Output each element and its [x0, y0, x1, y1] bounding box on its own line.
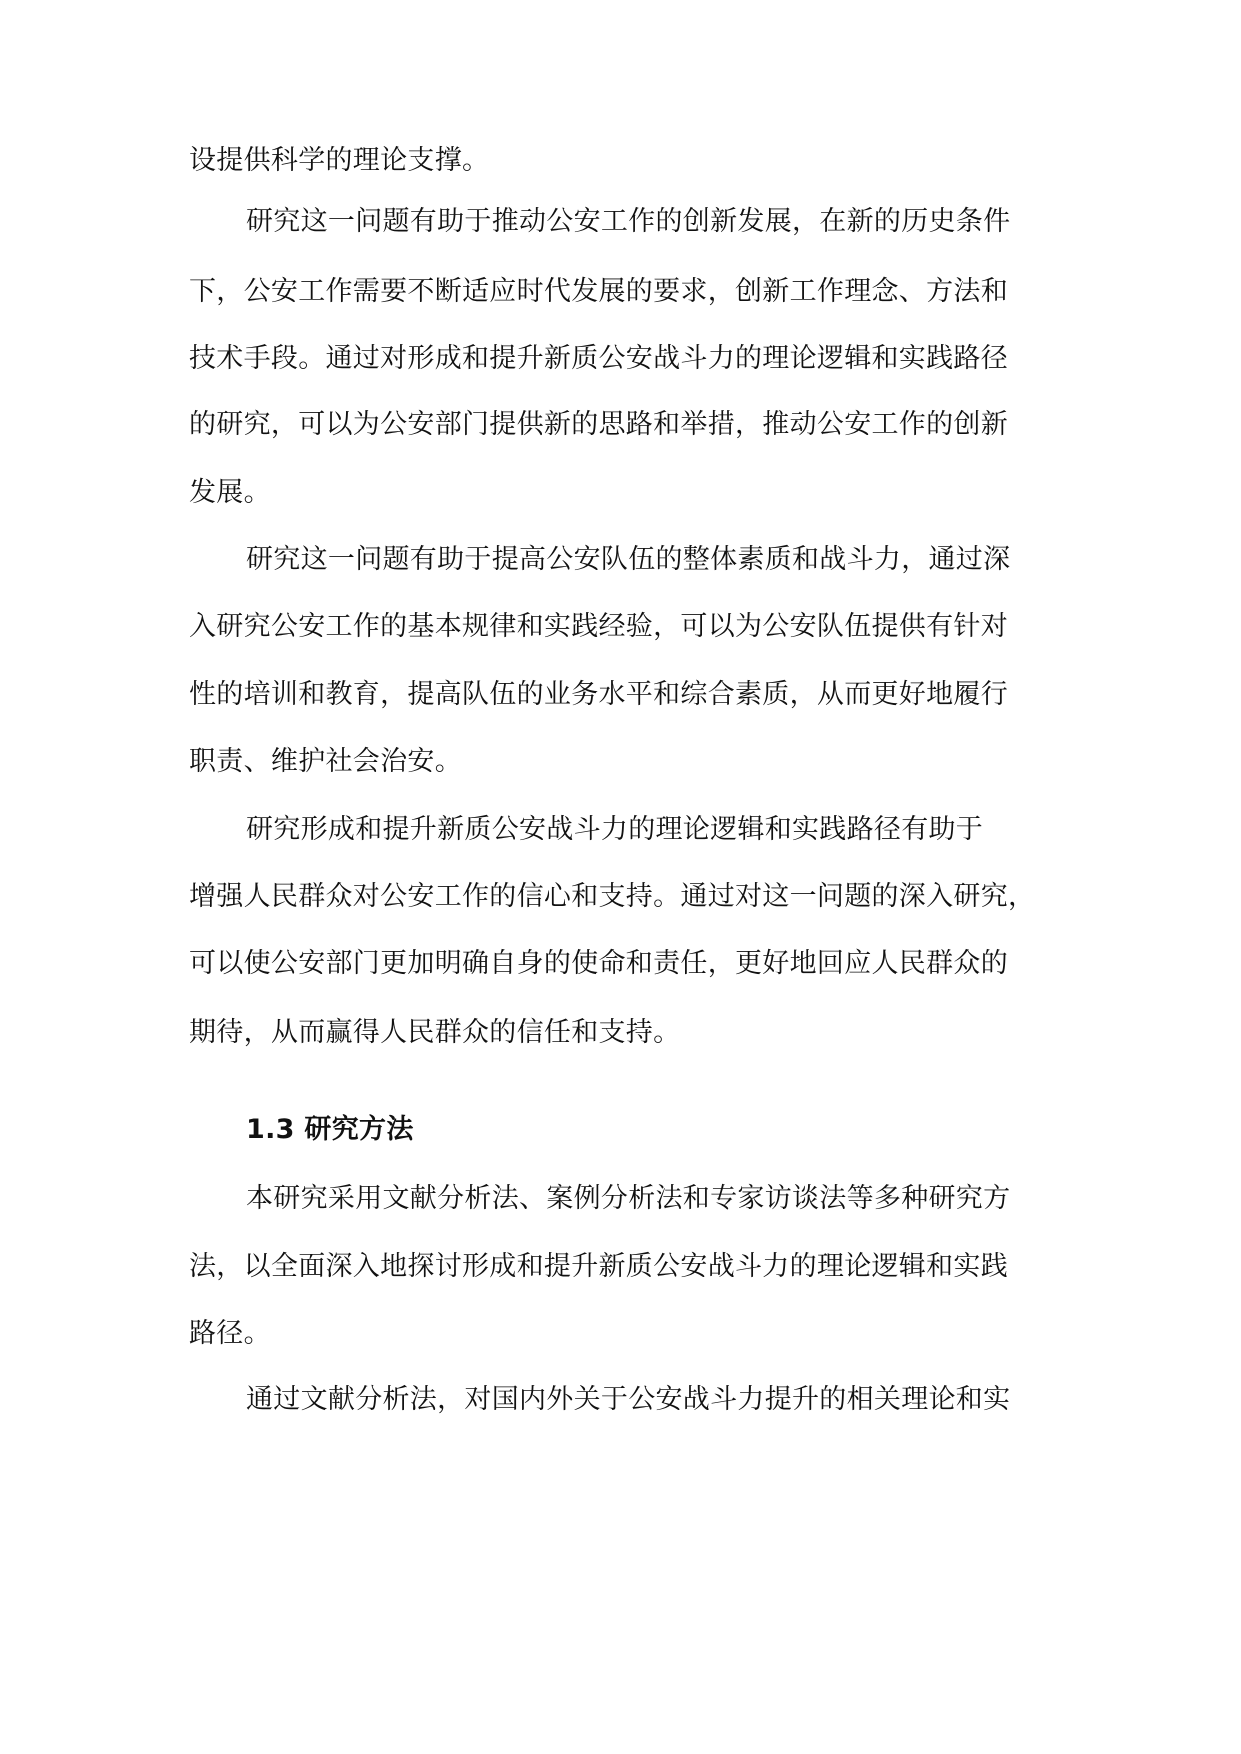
text-line: 研究形成和提升新质公安战斗力的理论逻辑和实践路径有助于 — [246, 814, 984, 845]
text-line: 可以使公安部门更加明确自身的使命和责任，更好地回应人民群众的 — [189, 948, 1008, 979]
text-line: 的研究，可以为公安部门提供新的思路和举措，推动公安工作的创新 — [189, 409, 1008, 440]
section-heading: 1.3 研究方法 — [246, 1114, 414, 1145]
text-line: 研究这一问题有助于提高公安队伍的整体素质和战斗力，通过深 — [246, 544, 1011, 575]
text-line: 路径。 — [189, 1318, 271, 1349]
text-line: 法，以全面深入地探讨形成和提升新质公安战斗力的理论逻辑和实践 — [189, 1251, 1008, 1282]
text-line: 期待，从而赢得人民群众的信任和支持。 — [189, 1017, 681, 1048]
text-line: 性的培训和教育，提高队伍的业务水平和综合素质，从而更好地履行 — [189, 679, 1008, 710]
text-line: 通过文献分析法，对国内外关于公安战斗力提升的相关理论和实 — [246, 1384, 1011, 1415]
text-line: 研究这一问题有助于推动公安工作的创新发展，在新的历史条件 — [246, 206, 1011, 237]
text-line: 职责、维护社会治安。 — [189, 746, 462, 777]
text-line: 发展。 — [189, 477, 271, 508]
text-line: 下，公安工作需要不断适应时代发展的要求，创新工作理念、方法和 — [189, 276, 1008, 307]
text-line: 技术手段。通过对形成和提升新质公安战斗力的理论逻辑和实践路径 — [189, 343, 1008, 374]
text-line: 本研究采用文献分析法、案例分析法和专家访谈法等多种研究方 — [246, 1183, 1011, 1214]
text-line: 入研究公安工作的基本规律和实践经验，可以为公安队伍提供有针对 — [189, 611, 1008, 642]
text-line: 设提供科学的理论支撑。 — [189, 145, 490, 176]
text-line: 增强人民群众对公安工作的信心和支持。通过对这一问题的深入研究， — [189, 881, 1036, 912]
